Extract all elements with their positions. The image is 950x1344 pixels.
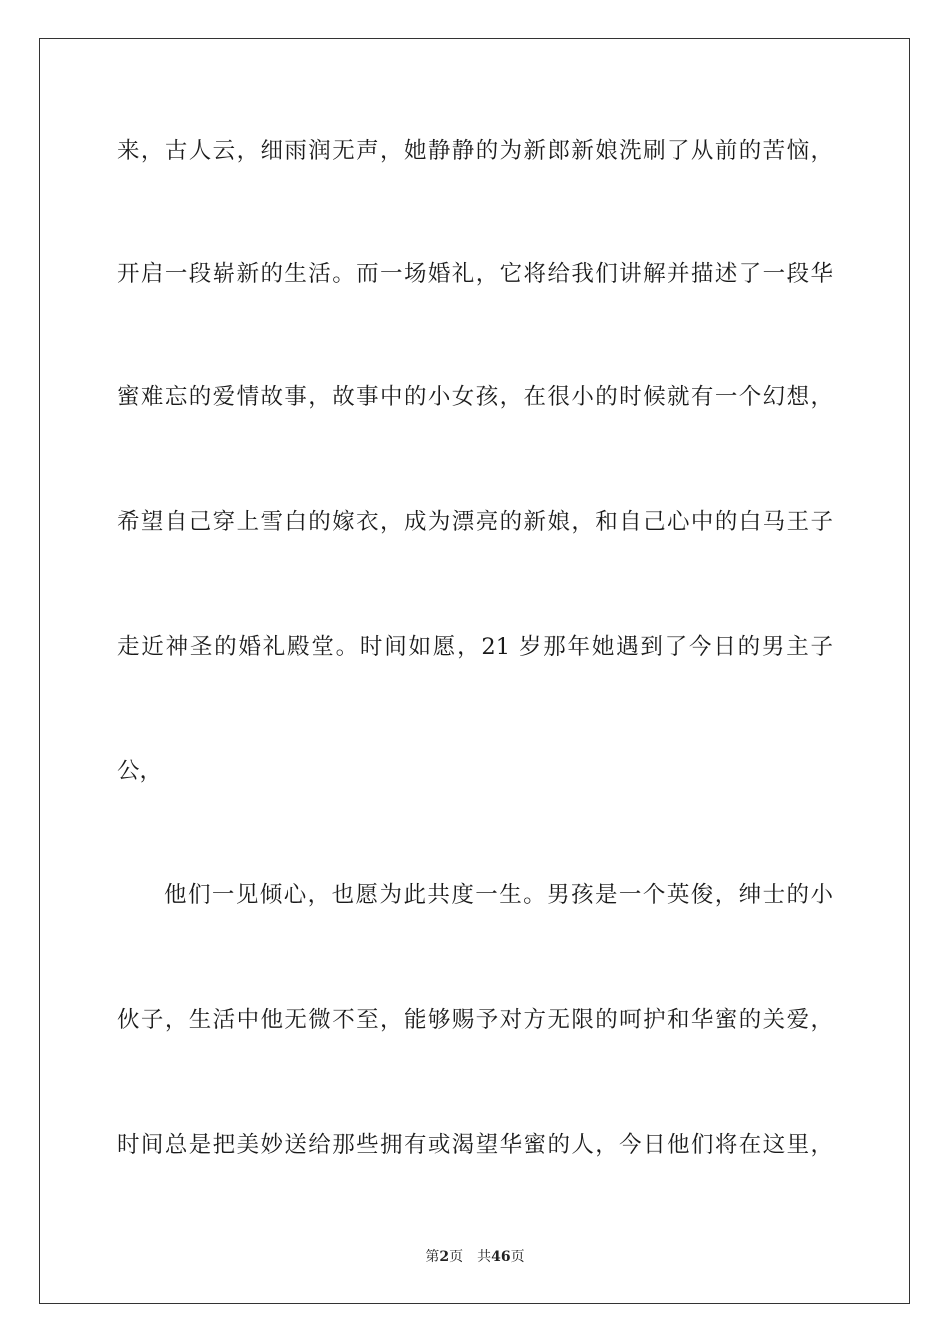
text-line-5: 走近神圣的婚礼殿堂。时间如愿，21 岁那年她遇到了今日的男主子	[117, 634, 833, 660]
footer-total-prefix: 共	[477, 1249, 492, 1265]
page-footer	[0, 1247, 950, 1267]
text-line-9: 时间总是把美妙送给那些拥有或渴望华蜜的人，今日他们将在这里，	[117, 1132, 833, 1158]
text-line-1: 来，古人云，细雨润无声，她静静的为新郎新娘洗刷了从前的苦恼，	[117, 138, 833, 164]
text-line-7-paragraph-start: 他们一见倾心，也愿为此共度一生。男孩是一个英俊，绅士的小	[164, 882, 833, 908]
page-border	[39, 38, 910, 1304]
footer-page-number: 2	[439, 1249, 450, 1265]
footer-total-suffix: 页	[510, 1249, 525, 1265]
text-line-6: 公，	[117, 758, 163, 784]
text-line-3: 蜜难忘的爱情故事，故事中的小女孩，在很小的时候就有一个幻想，	[117, 384, 833, 410]
text-line-2: 开启一段崭新的生活。而一场婚礼，它将给我们讲解并描述了一段华	[117, 261, 833, 287]
text-line-8: 伙子，生活中他无微不至，能够赐予对方无限的呵护和华蜜的关爱，	[117, 1007, 833, 1033]
footer-page-prefix: 第	[425, 1249, 440, 1265]
text-line-4: 希望自己穿上雪白的嫁衣，成为漂亮的新娘，和自己心中的白马王子	[117, 509, 833, 535]
footer-page-suffix: 页	[449, 1249, 464, 1265]
footer-total-number: 46	[491, 1249, 511, 1265]
